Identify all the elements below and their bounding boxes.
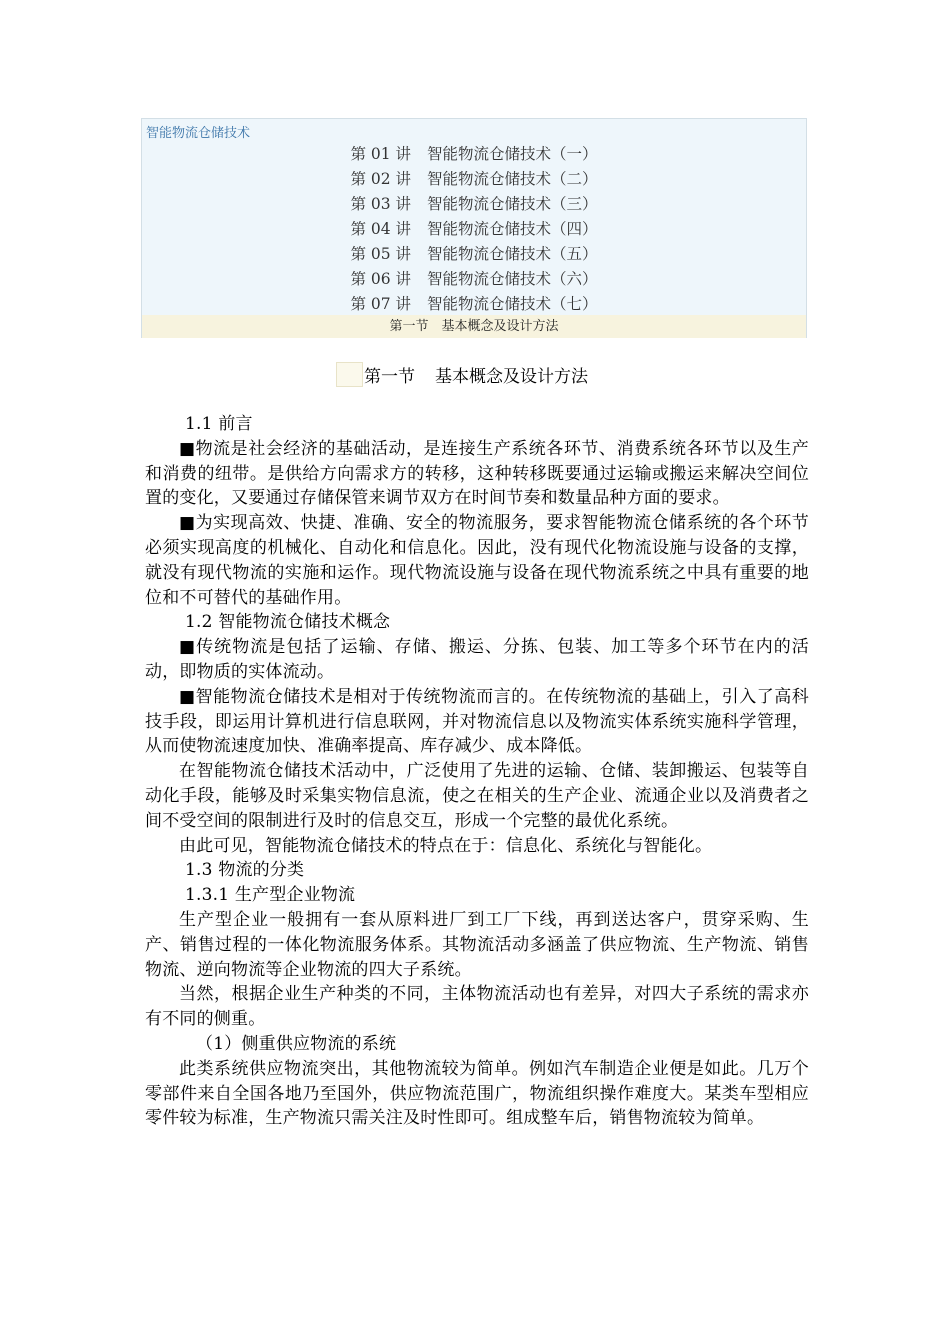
lecture-link-04[interactable] — [142, 217, 806, 242]
lecture-title: 智能物流仓储技术（六） — [427, 270, 598, 288]
paragraph: 在智能物流仓储技术活动中，广泛使用了先进的运输、仓储、装卸搬运、包装等自动化手段，能够及时采集实物信息流，使之在相关的生产企业、流通企业以及消费者之间不受空间的限制进行及时的信息交互，形成一个完整的最优化系统。 — [145, 761, 809, 831]
section-marker-box — [336, 362, 363, 387]
lecture-link-02[interactable] — [142, 167, 806, 192]
section-heading-text — [364, 362, 588, 387]
lecture-link-03[interactable] — [142, 192, 806, 217]
paragraph: ■智能物流仓储技术是相对于传统物流而言的。在传统物流的基础上，引入了高科技手段，即运用计算机进行信息联网，并对物流信息以及物流实体系统实施科学管理，从而使物流速度加快、准确率提高、库存减少、成本降低。 — [145, 686, 809, 757]
lecture-title: 智能物流仓储技术（七） — [427, 295, 598, 313]
lecture-title: 智能物流仓储技术（二） — [427, 170, 598, 188]
section-number: 第一节 — [364, 367, 415, 387]
paragraph: 生产型企业一般拥有一套从原料进厂到工厂下线，再到送达客户，贯穿采购、生产、销售过程的一体化物流服务体系。其物流活动多涵盖了供应物流、生产物流、销售物流、逆向物流等企业物流的四大子系统。 — [145, 909, 809, 980]
lecture-title: 智能物流仓储技术（三） — [427, 195, 598, 213]
heading-1-2: 1.2 智能物流仓储技术概念 — [185, 612, 391, 633]
heading-1-3: 1.3 物流的分类 — [185, 860, 305, 881]
paragraph: ■物流是社会经济的基础活动，是连接生产系统各环节、消费系统各环节以及生产和消费的纽带。是供给方向需求方的转移，这种转移既要通过运输或搬运来解决空间位置的变化，又要通过存储保管来调节双方在时间节奏和数量品种方面的要求。 — [145, 438, 809, 509]
paragraph: 由此可见，智能物流仓储技术的特点在于：信息化、系统化与智能化。 — [179, 835, 713, 856]
lecture-number: 第 07 讲 — [350, 295, 412, 313]
lecture-number: 第 06 讲 — [350, 270, 412, 288]
section-heading — [336, 362, 588, 390]
lecture-nav-panel — [141, 118, 807, 338]
heading-1-3-1: 1.3.1 生产型企业物流 — [185, 885, 356, 906]
paragraph: 当然，根据企业生产种类的不同，主体物流活动也有差异，对四大子系统的需求亦有不同的侧重。 — [145, 984, 809, 1030]
paragraph: ■传统物流是包括了运输、存储、搬运、分拣、包装、加工等多个环节在内的活动，即物质的实体流动。 — [145, 637, 809, 682]
heading-subsection-1: （1）侧重供应物流的系统 — [196, 1033, 397, 1054]
lecture-link-05[interactable] — [142, 242, 806, 267]
lecture-number: 第 03 讲 — [350, 195, 412, 213]
lecture-title: 智能物流仓储技术（五） — [427, 245, 598, 263]
lecture-number: 第 02 讲 — [350, 170, 412, 188]
lecture-link-01[interactable] — [142, 142, 806, 167]
lecture-list — [142, 142, 806, 317]
lecture-title: 智能物流仓储技术（一） — [427, 145, 598, 163]
heading-1-1: 1.1 前言 — [185, 414, 253, 434]
course-title-link[interactable]: 智能物流仓储技术 — [146, 126, 251, 141]
paragraph: 此类系统供应物流突出，其他物流较为简单。例如汽车制造企业便是如此。几万个零部件来自全国各地乃至国外，供应物流范围广，物流组织操作难度大。某类车型相应零件较为标准，生产物流只需关注及时性即可。组成整车后，销售物流较为简单。 — [145, 1058, 809, 1129]
article-body — [145, 412, 809, 1131]
section-name: 基本概念及设计方法 — [435, 367, 588, 387]
lecture-title: 智能物流仓储技术（四） — [427, 220, 598, 238]
lecture-link-06[interactable] — [142, 267, 806, 292]
lecture-number: 第 01 讲 — [350, 145, 412, 163]
lecture-number: 第 05 讲 — [350, 245, 412, 263]
lecture-number: 第 04 讲 — [350, 220, 412, 238]
current-section-bar[interactable]: 第一节 基本概念及设计方法 — [142, 315, 806, 338]
lecture-link-07[interactable] — [142, 292, 806, 317]
paragraph: ■为实现高效、快捷、准确、安全的物流服务，要求智能物流仓储系统的各个环节必须实现高度的机械化、自动化和信息化。因此，没有现代化物流设施与设备的支撑，就没有现代物流的实施和运作。现代物流设施与设备在现代物流系统之中具有重要的地位和不可替代的基础作用。 — [145, 513, 809, 608]
